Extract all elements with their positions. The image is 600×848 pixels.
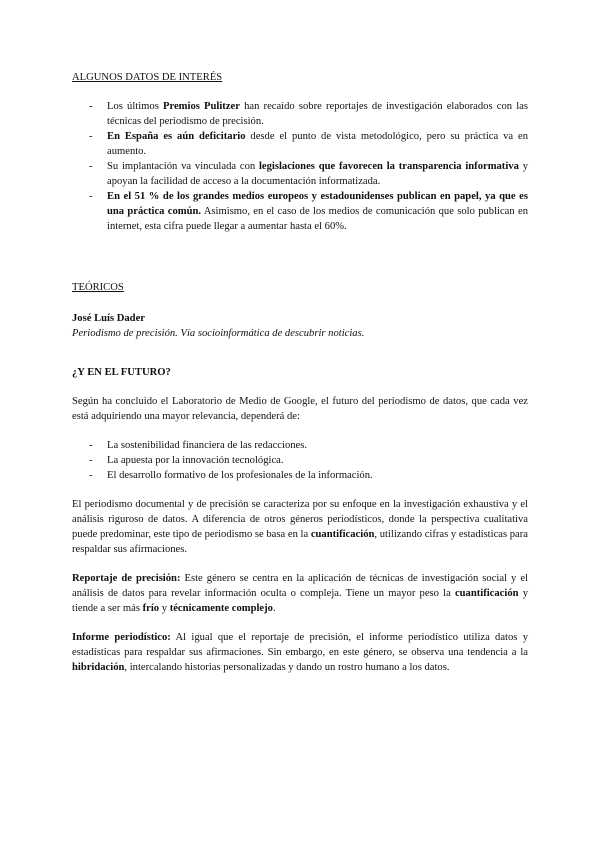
list-item: - Su implantación va vinculada con legislaciones que favorecen la transparencia informativa y apoyan la facilidad de acceso a la documentación informatizada. — [72, 159, 528, 189]
list-item: - El desarrollo formativo de los profesionales de la información. — [72, 468, 528, 483]
author-name: José Luís Dader — [72, 313, 145, 324]
futuro-list — [72, 438, 528, 483]
list-item: - La sostenibilidad financiera de las redacciones. — [72, 438, 528, 453]
list-item: - En el 51 % de los grandes medios europeos y estadounidenses publican en papel, ya que es una práctica común. Asimismo, en el caso de los medios de comunicación que solo publican en internet, esta cifra puede llegar a aumentar hasta el 60%. — [72, 189, 528, 234]
section-heading-datos: ALGUNOS DATOS DE INTERÉS — [72, 72, 223, 83]
list-item: - La apuesta por la innovación tecnológica. — [72, 453, 528, 468]
datos-list — [72, 99, 528, 234]
list-item: - Los últimos Premios Pulitzer han recaído sobre reportajes de investigación elaborados con las técnicas del periodismo de precisión. — [72, 99, 528, 129]
section-heading-teoricos: TEÓRICOS — [72, 282, 124, 293]
futuro-intro: Según ha concluido el Laboratorio de Medio de Google, el futuro del periodismo de datos, que cada vez está adquiriendo una mayor relevancia, dependerá de: — [72, 396, 528, 422]
paragraph-reportaje: Reportaje de precisión: Este género se centra en la aplicación de técnicas de investigación social y el análisis de datos para revelar información oculta o compleja. Tiene un mayor peso la cuantificación y tiende a ser más frío y técnicamente complejo. — [72, 573, 528, 614]
paragraph-documental: El periodismo documental y de precisión se caracteriza por su enfoque en la investigación exhaustiva y el análisis riguroso de datos. A diferencia de otros géneros periodísticos, donde la perspectiva cualitativa puede predominar, este tipo de periodismo se basa en la cuantificación, utilizando cifras y estadísticas para respaldar sus afirmaciones. — [72, 499, 528, 555]
work-title: Periodismo de precisión. Vía socioinformática de descubrir noticias. — [72, 328, 365, 339]
list-item: - En España es aún deficitario desde el punto de vista metodológico, pero su práctica va en aumento. — [72, 129, 528, 159]
document-page — [72, 70, 528, 675]
section-heading-futuro: ¿Y EN EL FUTURO? — [72, 367, 171, 378]
paragraph-informe: Informe periodístico: Al igual que el reportaje de precisión, el informe periodístico utiliza datos y estadísticas para respaldar sus afirmaciones. Sin embargo, en este género, se observa una tendencia a la hibridación, intercalando historias personalizadas y dando un rostro humano a los datos. — [72, 632, 528, 673]
